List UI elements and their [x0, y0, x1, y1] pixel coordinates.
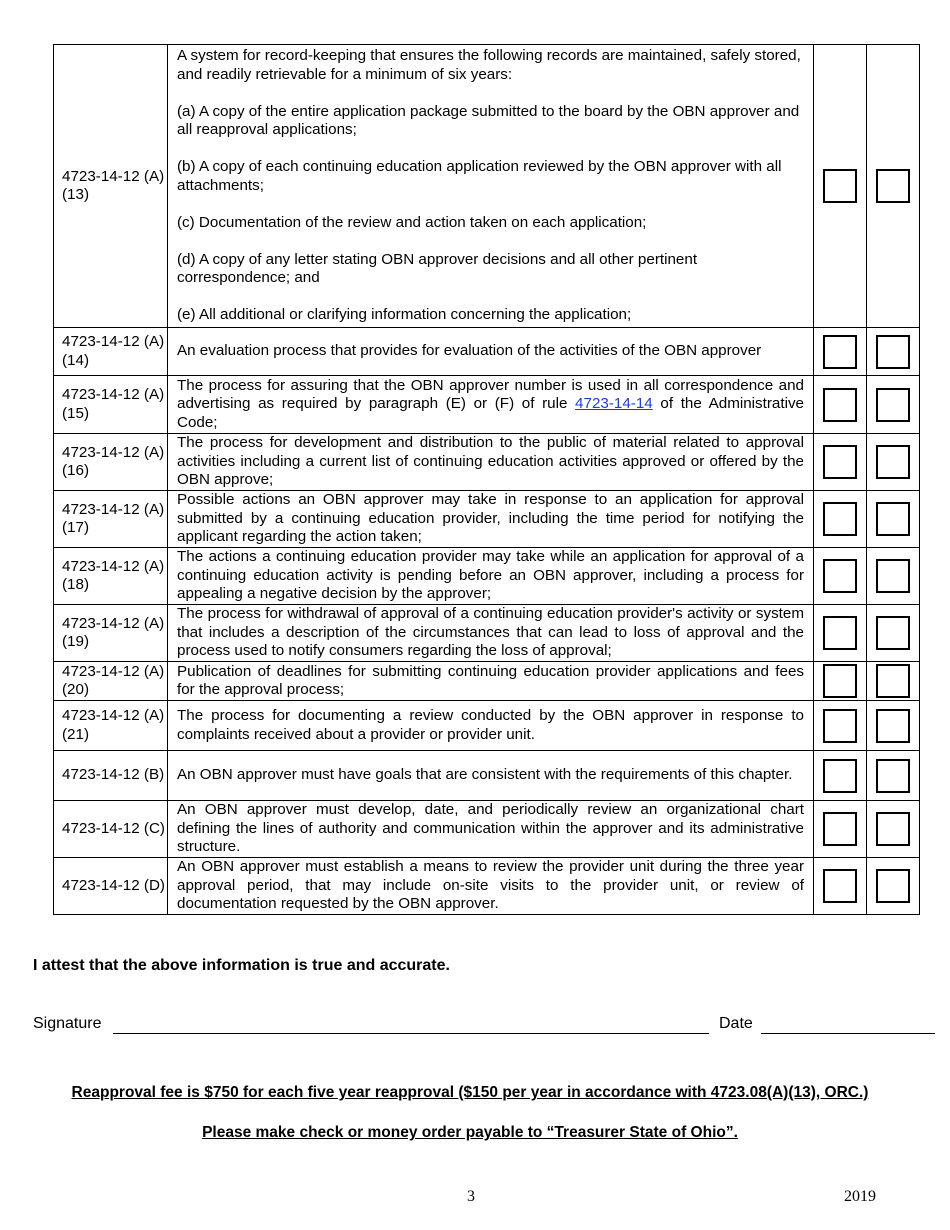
date-field[interactable] — [761, 1015, 935, 1034]
checkbox[interactable] — [823, 502, 857, 536]
checkbox-cell-2 — [867, 751, 920, 801]
checkbox-cell-1 — [814, 701, 867, 751]
check-payable-note: Please make check or money order payable to “Treasurer State of Ohio”. — [202, 1124, 738, 1141]
requirement-text: Possible actions an OBN approver may take in response to an application for approval submitted by a continuing education provider, including the time period for notifying the applicant regarding the action taken; — [168, 491, 814, 548]
checkbox-cell-2 — [867, 801, 920, 858]
table-row — [54, 801, 920, 858]
requirement-text: The actions a continuing education provider may take while an application for approval of a continuing education activity is pending before an OBN approver, including a process for appealing a negative decision by the approver; — [168, 548, 814, 605]
table-row — [54, 548, 920, 605]
checkbox[interactable] — [876, 759, 910, 793]
rule-code: 4723-14-12 (A)(15) — [54, 376, 168, 434]
checkbox-cell-2 — [867, 858, 920, 915]
requirement-text: The process for documenting a review conducted by the OBN approver in response to complaints received about a provider or provider unit. — [168, 701, 814, 751]
checkbox[interactable] — [876, 664, 910, 698]
checkbox-cell-1 — [814, 328, 867, 376]
requirement-text-after: of the Administrative Code; — [177, 395, 804, 431]
revision-year: 2019 — [844, 1188, 876, 1205]
checkbox-cell-2 — [867, 328, 920, 376]
requirement-text: The process for development and distribution to the public of material related to approval activities including a current list of continuing education activities approved or offered by the OBN approve; — [168, 434, 814, 491]
checkbox-cell-2 — [867, 376, 920, 434]
attestation-statement: I attest that the above information is true and accurate. — [33, 957, 450, 974]
date-label: Date — [719, 1015, 753, 1032]
checkbox[interactable] — [823, 335, 857, 369]
requirement-paragraph: (b) A copy of each continuing education application reviewed by the OBN approver with all attachments; — [177, 158, 782, 194]
checkbox[interactable] — [823, 559, 857, 593]
requirements-body — [54, 45, 920, 915]
rule-link[interactable]: 4723-14-14 — [575, 395, 653, 413]
table-row — [54, 858, 920, 915]
checkbox[interactable] — [823, 664, 857, 698]
fee-note: Reapproval fee is $750 for each five year reapproval ($150 per year in accordance with 4723.08(A)(13), ORC.) — [71, 1084, 869, 1101]
rule-code: 4723-14-12 (A)(14) — [54, 328, 168, 376]
checkbox[interactable] — [823, 759, 857, 793]
requirements-table — [53, 44, 920, 915]
table-row — [54, 491, 920, 548]
table-row — [54, 701, 920, 751]
checkbox[interactable] — [876, 335, 910, 369]
requirement-text — [168, 376, 814, 434]
requirement-paragraph: (e) All additional or clarifying information concerning the application; — [177, 306, 632, 324]
checkbox-cell-1 — [814, 548, 867, 605]
checkbox[interactable] — [876, 388, 910, 422]
checkbox-cell-2 — [867, 662, 920, 701]
requirement-paragraph: A system for record-keeping that ensures the following records are maintained, safely stored, and readily retrievable for a minimum of six years: — [177, 47, 801, 83]
table-row — [54, 662, 920, 701]
table-row — [54, 376, 920, 434]
rule-code: 4723-14-12 (A)(16) — [54, 434, 168, 491]
checkbox-cell-1 — [814, 45, 867, 328]
checkbox-cell-2 — [867, 434, 920, 491]
checkbox[interactable] — [823, 812, 857, 846]
checkbox[interactable] — [876, 502, 910, 536]
table-row — [54, 751, 920, 801]
requirement-text: An evaluation process that provides for evaluation of the activities of the OBN approver — [168, 328, 814, 376]
requirement-text: An OBN approver must establish a means to review the provider unit during the three year approval period, that may include on-site visits to the provider unit, or review of documentation requested by the OBN approver. — [168, 858, 814, 915]
signature-label: Signature — [33, 1015, 102, 1032]
rule-code: 4723-14-12 (A)(21) — [54, 701, 168, 751]
checkbox-cell-2 — [867, 45, 920, 328]
checkbox[interactable] — [823, 169, 857, 203]
rule-code: 4723-14-12 (A)(13) — [54, 45, 168, 328]
requirement-text — [168, 45, 814, 328]
checkbox[interactable] — [823, 388, 857, 422]
table-row — [54, 605, 920, 662]
checkbox-cell-1 — [814, 751, 867, 801]
checkbox[interactable] — [876, 559, 910, 593]
requirement-paragraph: (a) A copy of the entire application package submitted to the board by the OBN approver and all reapproval applications; — [177, 102, 800, 139]
checkbox-cell-1 — [814, 491, 867, 548]
requirement-text: Publication of deadlines for submitting continuing education provider applications and fees for the approval process; — [168, 662, 814, 701]
checkbox[interactable] — [823, 445, 857, 479]
checkbox[interactable] — [823, 869, 857, 903]
signature-field[interactable] — [113, 1015, 709, 1034]
checkbox-cell-1 — [814, 434, 867, 491]
rule-code: 4723-14-12 (B) — [54, 751, 168, 801]
checkbox-cell-1 — [814, 662, 867, 701]
checkbox-cell-2 — [867, 701, 920, 751]
checkbox-cell-2 — [867, 491, 920, 548]
checkbox-cell-1 — [814, 858, 867, 915]
checkbox[interactable] — [876, 445, 910, 479]
requirement-text: An OBN approver must have goals that are consistent with the requirements of this chapter. — [168, 751, 814, 801]
table-row — [54, 45, 920, 328]
rule-code: 4723-14-12 (A)(19) — [54, 605, 168, 662]
rule-code: 4723-14-12 (D) — [54, 858, 168, 915]
rule-code: 4723-14-12 (A)(18) — [54, 548, 168, 605]
requirement-paragraph: (c) Documentation of the review and action taken on each application; — [177, 213, 647, 231]
table-row — [54, 328, 920, 376]
checkbox-cell-2 — [867, 548, 920, 605]
table-row — [54, 434, 920, 491]
checkbox-cell-1 — [814, 605, 867, 662]
checkbox[interactable] — [823, 616, 857, 650]
rule-code: 4723-14-12 (A)(20) — [54, 662, 168, 701]
rule-code: 4723-14-12 (C) — [54, 801, 168, 858]
rule-code: 4723-14-12 (A)(17) — [54, 491, 168, 548]
requirement-paragraph: (d) A copy of any letter stating OBN approver decisions and all other pertinent correspondence; and — [177, 250, 698, 287]
requirement-text-before: The process for assuring that the OBN approver number is used in all correspondence and advertising as required by paragraph (E) or (F) of rule — [177, 376, 804, 413]
checkbox[interactable] — [876, 169, 910, 203]
checkbox-cell-1 — [814, 801, 867, 858]
requirement-text: An OBN approver must develop, date, and periodically review an organizational chart defining the lines of authority and communication within the approver and its administrative structure. — [168, 801, 814, 858]
checkbox[interactable] — [876, 616, 910, 650]
checkbox[interactable] — [876, 812, 910, 846]
checkbox[interactable] — [876, 709, 910, 743]
page-number: 3 — [467, 1188, 475, 1205]
checkbox[interactable] — [876, 869, 910, 903]
checkbox-cell-2 — [867, 605, 920, 662]
checkbox-cell-1 — [814, 376, 867, 434]
checkbox[interactable] — [823, 709, 857, 743]
requirement-text: The process for withdrawal of approval of a continuing education provider's activity or system that includes a description of the circumstances that can lead to loss of approval and the process used to notify consumers regarding the loss of approval; — [168, 605, 814, 662]
